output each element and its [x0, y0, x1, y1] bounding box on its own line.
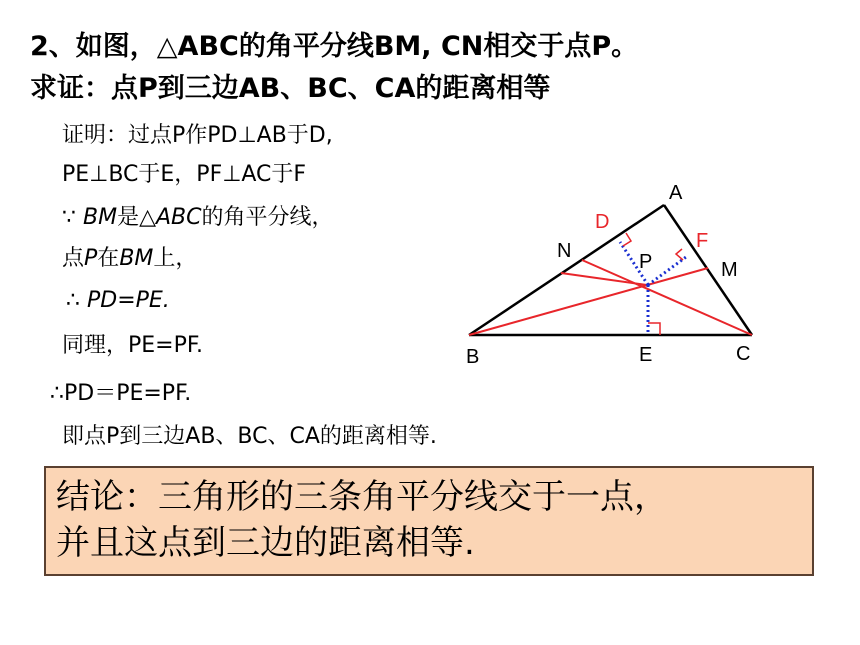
- conclusion-line-2: 并且这点到三边的距离相等.: [56, 523, 475, 563]
- side-ab: [469, 205, 664, 335]
- proof-line-3-text: 是△: [117, 205, 156, 230]
- label-f: F: [696, 230, 709, 252]
- proof-line-4-c: 在: [97, 246, 120, 271]
- label-n: N: [557, 240, 572, 262]
- proof-line-2: PE⊥BC于E，PF⊥AC于F: [62, 162, 307, 187]
- proof-line-4-e: 上，: [153, 246, 198, 271]
- right-angle-f: [676, 249, 683, 260]
- problem-line-1: 2、如图，△ABC的角平分线BM, CN相交于点P。: [30, 31, 639, 62]
- proof-line-7: ∴PD＝PE=PF.: [50, 381, 192, 406]
- proof-line-4-bm: BM: [119, 246, 154, 271]
- triangle-figure: [455, 170, 775, 375]
- proof-line-5-eq: PD=PE.: [87, 288, 170, 313]
- proof-line-3-abc: ABC: [156, 205, 202, 230]
- perp-pf: [648, 257, 686, 285]
- proof-line-3-bm: BM: [83, 205, 118, 230]
- proof-line-4-p: P: [84, 246, 98, 271]
- because-symbol: ∵: [62, 205, 76, 230]
- proof-line-4: [62, 246, 197, 272]
- label-d: D: [595, 211, 610, 233]
- perpendiculars: [620, 242, 686, 335]
- label-a: A: [669, 182, 683, 204]
- problem-line-2: 求证：点P到三边AB、BC、CA的距离相等: [30, 73, 551, 104]
- conclusion-line-1: 结论：三角形的三条角平分线交于一点，: [56, 477, 668, 517]
- conclusion-box: [44, 466, 814, 576]
- label-c: C: [736, 343, 751, 365]
- proof-line-8: 即点P到三边AB、BC、CA的距离相等.: [62, 424, 437, 449]
- bisector-extra: [561, 273, 647, 285]
- proof-line-3: [62, 205, 334, 231]
- right-angle-d: [623, 233, 631, 246]
- label-e: E: [639, 344, 653, 366]
- right-angle-e: [648, 323, 660, 335]
- proof-line-1: 证明：过点P作PD⊥AB于D,: [62, 123, 333, 148]
- bisector-bm: [469, 268, 708, 335]
- proof-line-4-a: 点: [62, 246, 85, 271]
- label-m: M: [721, 259, 738, 281]
- proof-line-5: [66, 288, 170, 314]
- label-b: B: [466, 346, 480, 368]
- proof-line-6: 同理，PE=PF.: [62, 333, 203, 358]
- point-labels: [466, 182, 750, 368]
- label-p: P: [639, 251, 653, 273]
- therefore-symbol: ∴: [66, 288, 80, 313]
- proof-line-3-rest: 的角平分线，: [201, 205, 334, 230]
